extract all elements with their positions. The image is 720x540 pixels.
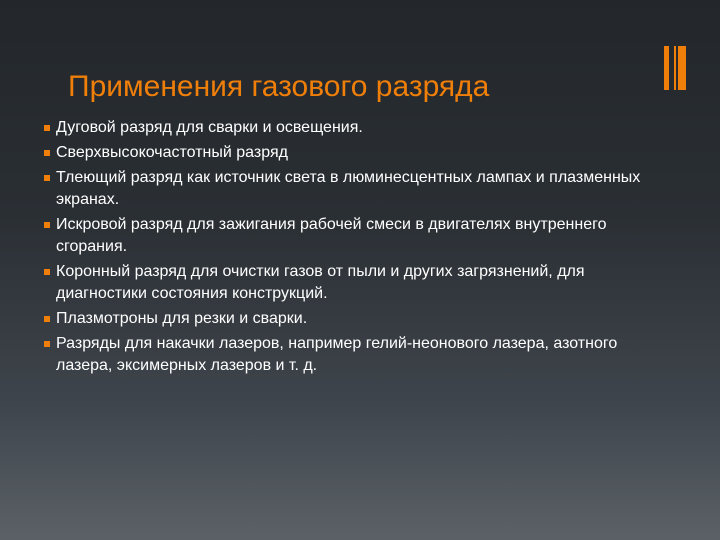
bullet-item (44, 214, 644, 258)
bullet-list (44, 117, 644, 380)
bullet-item (44, 308, 644, 330)
bullet-item (44, 117, 644, 139)
bullet-text: Коронный разряд для очистки газов от пыли и других загрязнений, для диагностики состояния конструкций. (56, 263, 585, 302)
accent-bar (678, 46, 686, 90)
square-bullet-icon (44, 269, 50, 275)
square-bullet-icon (44, 175, 50, 181)
bullet-text: Плазмотроны для резки и сварки. (56, 310, 308, 327)
square-bullet-icon (44, 222, 50, 228)
bullet-item (44, 261, 644, 305)
bullet-item (44, 333, 644, 377)
square-bullet-icon (44, 125, 50, 131)
square-bullet-icon (44, 341, 50, 347)
bullet-text: Сверхвысокочастотный разряд (56, 144, 288, 161)
accent-bars-decoration (664, 46, 686, 90)
accent-bar (674, 46, 676, 90)
bullet-text: Искровой разряд для зажигания рабочей смеси в двигателях внутреннего сгорания. (56, 216, 607, 255)
bullet-item (44, 142, 644, 164)
accent-bar (664, 46, 669, 90)
bullet-item (44, 167, 644, 211)
square-bullet-icon (44, 150, 50, 156)
bullet-text: Разряды для накачки лазеров, например гелий-неонового лазера, азотного лазера, эксимерных лазеров и т. д. (56, 335, 618, 374)
square-bullet-icon (44, 316, 50, 322)
bullet-text: Дуговой разряд для сварки и освещения. (56, 119, 363, 136)
slide-title: Применения газового разряда (68, 70, 490, 103)
bullet-text: Тлеющий разряд как источник света в люминесцентных лампах и плазменных экранах. (56, 169, 641, 208)
